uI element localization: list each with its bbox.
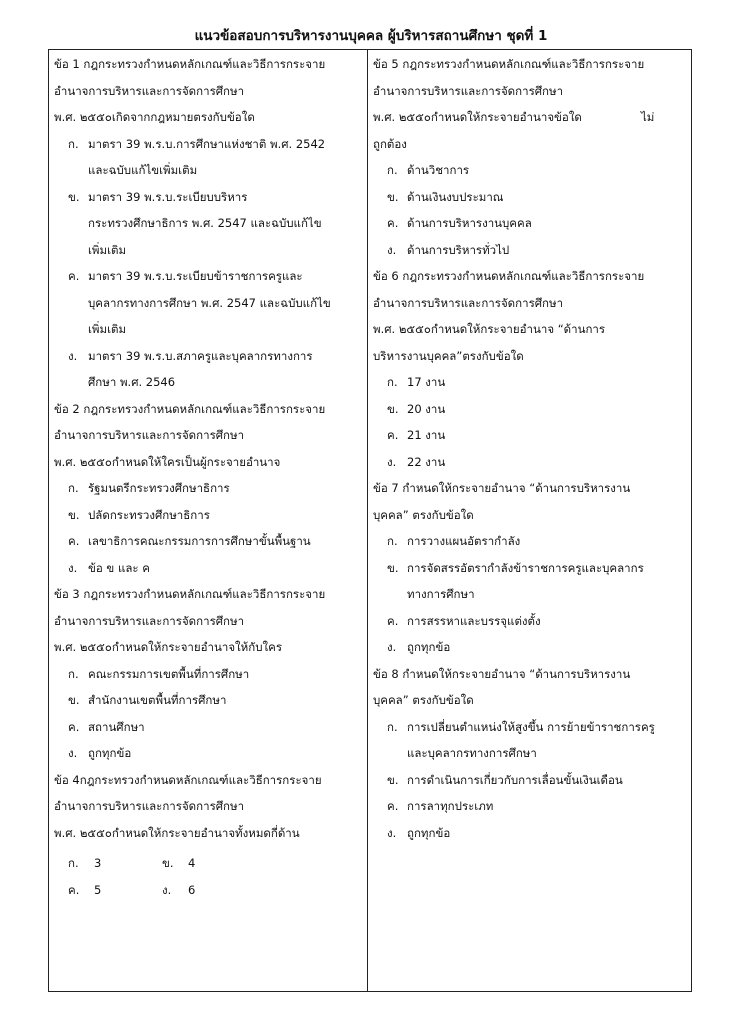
option-b[interactable]: [54, 687, 372, 714]
question-6: [373, 263, 691, 475]
option-text: มาตรา 39 พ.ร.บ.ระเบียบบริหาร: [88, 189, 248, 204]
option-b[interactable]: [373, 555, 691, 582]
option-letter: ข.: [387, 189, 399, 204]
option-letter: ก.: [387, 375, 398, 389]
page-title: แนวข้อสอบการบริหารงานบุคคล ผู้บริหารสถานศึกษา ชุดที่ 1: [194, 28, 548, 44]
option-letter: ข.: [162, 856, 174, 870]
question-2: [54, 396, 372, 582]
option-letter: ข.: [68, 507, 80, 522]
question-text: ข้อ 5 กฎกระทรวงกำหนดหลักเกณฑ์และวิธีการกระจาย: [373, 57, 645, 71]
option-text: มาตรา 39 พ.ร.บ.ระเบียบข้าราชการครูและ: [88, 269, 303, 283]
option-text: รัฐมนตรีกระทรวงศึกษาธิการ: [88, 481, 230, 495]
option-b-text[interactable]: 4: [188, 856, 196, 870]
option-letter: ค.: [68, 534, 80, 548]
option-text: ด้านวิชาการ: [407, 163, 470, 177]
option-d[interactable]: [373, 634, 691, 661]
option-text: การวางแผนอัตรากำลัง: [407, 534, 521, 548]
option-a[interactable]: [54, 131, 372, 158]
option-a[interactable]: [373, 714, 691, 741]
question-text-row: [373, 104, 691, 131]
option-text: 22 งาน: [407, 454, 446, 469]
option-a[interactable]: [54, 661, 372, 688]
option-letter: ก.: [68, 136, 79, 151]
question-text: พ.ศ. ๒๕๕๐กำหนดให้กระจายอำนาจทั้งหมดกี่ด้าน: [54, 825, 300, 840]
option-b[interactable]: [373, 767, 691, 794]
option-d-text[interactable]: 6: [188, 882, 196, 897]
option-text: การลาทุกประเภท: [407, 799, 494, 813]
option-text: เลขาธิการคณะกรรมการการศึกษาขั้นพื้นฐาน: [88, 534, 311, 548]
option-a[interactable]: [373, 369, 691, 396]
option-letter: ข.: [387, 772, 399, 787]
option-text: ด้านเงินงบประมาณ: [407, 189, 504, 204]
option-text: มาตรา 39 พ.ร.บ.การศึกษาแห่งชาติ พ.ศ. 2542: [88, 136, 326, 151]
option-text: สำนักงานเขตพื้นที่การศึกษา: [88, 693, 227, 707]
question-text: บุคคล” ตรงกับข้อใด: [373, 693, 474, 707]
option-text: ด้านการบริหารทั่วไป: [407, 242, 510, 257]
option-text: สถานศึกษา: [88, 719, 145, 734]
option-letter: ค.: [387, 613, 399, 628]
option-c[interactable]: [373, 210, 691, 237]
question-text: อำนาจการบริหารและการจัดการศึกษา: [373, 83, 564, 98]
question-text: อำนาจการบริหารและการจัดการศึกษา: [54, 613, 245, 628]
question-8: [373, 661, 691, 847]
option-text-continued: เพิ่มเติม: [88, 242, 127, 257]
question-text: ข้อ 1 กฎกระทรวงกำหนดหลักเกณฑ์และวิธีการกระจาย: [54, 57, 326, 71]
option-text: ข้อ ข และ ค: [88, 560, 150, 575]
option-c[interactable]: [373, 608, 691, 635]
question-text: ถูกต้อง: [373, 136, 407, 151]
option-letter: ข.: [387, 401, 399, 416]
option-c-text[interactable]: 5: [94, 882, 102, 897]
option-letter: ค.: [68, 719, 80, 734]
question-text: ข้อ 8 กำหนดให้กระจายอำนาจ “ด้านการบริหารงาน: [373, 666, 631, 681]
option-letter: ง.: [68, 560, 78, 575]
option-d[interactable]: [54, 343, 372, 370]
option-letter: ข.: [68, 693, 80, 707]
option-text: การสรรหาและบรรจุแต่งตั้ง: [407, 613, 541, 628]
option-text: 20 งาน: [407, 401, 446, 416]
option-text: ปลัดกระทรวงศึกษาธิการ: [88, 507, 210, 522]
option-b[interactable]: [54, 184, 372, 211]
option-letter: ง.: [387, 242, 397, 257]
option-letter: ข.: [387, 560, 399, 575]
question-text: บุคคล” ตรงกับข้อใด: [373, 507, 474, 522]
options-row: [54, 850, 372, 877]
option-letter: ง.: [387, 825, 397, 840]
option-b[interactable]: [54, 502, 372, 529]
option-a[interactable]: [373, 528, 691, 555]
option-c[interactable]: [373, 793, 691, 820]
option-c[interactable]: [54, 714, 372, 741]
option-d[interactable]: [373, 237, 691, 264]
question-3: [54, 581, 372, 767]
question-text: ข้อ 6 กฎกระทรวงกำหนดหลักเกณฑ์และวิธีการกระจาย: [373, 269, 645, 283]
option-text-continued: และบุคลากรทางการศึกษา: [407, 746, 537, 760]
option-a-text[interactable]: 3: [94, 856, 102, 870]
question-text: พ.ศ. ๒๕๕๐กำหนดให้กระจายอำนาจ “ด้านการ: [373, 322, 606, 336]
option-letter: ค.: [387, 428, 399, 442]
option-letter: ง.: [162, 882, 172, 897]
option-text: 17 งาน: [407, 375, 446, 389]
question-text: อำนาจการบริหารและการจัดการศึกษา: [373, 295, 564, 310]
option-d[interactable]: [373, 820, 691, 847]
option-text-continued: บุคลากรทางการศึกษา พ.ศ. 2547 และฉบับแก้ไข: [88, 295, 331, 310]
left-column: [54, 51, 372, 903]
option-text: คณะกรรมการเขตพื้นที่การศึกษา: [88, 666, 250, 681]
question-text: ข้อ 4กฎกระทรวงกำหนดหลักเกณฑ์และวิธีการกระจาย: [54, 772, 322, 787]
option-letter: ง.: [387, 640, 397, 654]
option-letter: ค.: [387, 216, 399, 230]
option-a[interactable]: [54, 475, 372, 502]
option-text-continued: ศึกษา พ.ศ. 2546: [88, 375, 176, 389]
option-c[interactable]: [54, 528, 372, 555]
question-text: พ.ศ. ๒๕๕๐กำหนดให้กระจายอำนาจข้อใด: [373, 110, 582, 124]
option-letter: ก.: [68, 666, 79, 681]
question-text: ข้อ 7 กำหนดให้กระจายอำนาจ “ด้านการบริหารงาน: [373, 481, 631, 495]
question-text: พ.ศ. ๒๕๕๐กำหนดให้กระจายอำนาจให้กับใคร: [54, 640, 282, 654]
option-d[interactable]: [373, 449, 691, 476]
option-letter: ข.: [68, 189, 80, 204]
option-text: ถูกทุกข้อ: [407, 640, 451, 654]
option-letter: ก.: [68, 856, 79, 870]
question-text: พ.ศ. ๒๕๕๐เกิดจากกฎหมายตรงกับข้อใด: [54, 110, 255, 124]
option-b[interactable]: [373, 396, 691, 423]
option-letter: ค.: [68, 269, 80, 283]
option-c[interactable]: [373, 422, 691, 449]
option-text: การเปลี่ยนตำแหน่งให้สูงขึ้น การย้ายข้าราชการครู: [407, 719, 655, 734]
option-d[interactable]: [54, 555, 372, 582]
question-text: อำนาจการบริหารและการจัดการศึกษา: [54, 428, 245, 442]
question-text: บริหารงานบุคคล”ตรงกับข้อใด: [373, 348, 524, 363]
option-letter: ค.: [387, 799, 399, 813]
question-text-tail: ไม่: [641, 110, 655, 124]
option-text-continued: และฉบับแก้ไขเพิ่มเติม: [88, 163, 198, 177]
option-b[interactable]: [373, 184, 691, 211]
option-text: ด้านการบริหารงานบุคคล: [407, 216, 532, 230]
option-text: ถูกทุกข้อ: [88, 746, 132, 760]
option-text: มาตรา 39 พ.ร.บ.สภาครูและบุคลากรทางการ: [88, 348, 313, 363]
question-4: [54, 767, 372, 904]
options-row: [54, 877, 372, 904]
option-text: การดำเนินการเกี่ยวกับการเลื่อนขั้นเงินเดือน: [407, 772, 623, 787]
question-text: ข้อ 3 กฎกระทรวงกำหนดหลักเกณฑ์และวิธีการกระจาย: [54, 587, 326, 601]
question-1: [54, 51, 372, 396]
option-letter: ง.: [68, 746, 78, 760]
question-text: พ.ศ. ๒๕๕๐กำหนดให้ใครเป็นผู้กระจายอำนาจ: [54, 454, 281, 469]
question-7: [373, 475, 691, 661]
option-letter: ก.: [387, 534, 398, 548]
question-text: อำนาจการบริหารและการจัดการศึกษา: [54, 83, 245, 98]
option-text-continued: เพิ่มเติม: [88, 322, 127, 336]
option-letter: ง.: [68, 348, 78, 363]
option-text-continued: ทางการศึกษา: [407, 587, 475, 601]
option-text: การจัดสรรอัตรากำลังข้าราชการครูและบุคลากร: [407, 560, 644, 575]
option-letter: ก.: [387, 719, 398, 734]
option-letter: ค.: [68, 882, 80, 897]
option-text: ถูกทุกข้อ: [407, 825, 451, 840]
option-c[interactable]: [54, 263, 372, 290]
right-column: [373, 51, 691, 846]
option-letter: ก.: [68, 481, 79, 495]
question-5: [373, 51, 691, 263]
option-d[interactable]: [54, 740, 372, 767]
option-text: 21 งาน: [407, 428, 446, 442]
option-a[interactable]: [373, 157, 691, 184]
option-text-continued: กระทรวงศึกษาธิการ พ.ศ. 2547 และฉบับแก้ไข: [88, 216, 322, 230]
question-text: อำนาจการบริหารและการจัดการศึกษา: [54, 799, 245, 813]
question-text: ข้อ 2 กฎกระทรวงกำหนดหลักเกณฑ์และวิธีการกระจาย: [54, 401, 326, 416]
option-letter: ก.: [387, 163, 398, 177]
option-letter: ง.: [387, 454, 397, 469]
